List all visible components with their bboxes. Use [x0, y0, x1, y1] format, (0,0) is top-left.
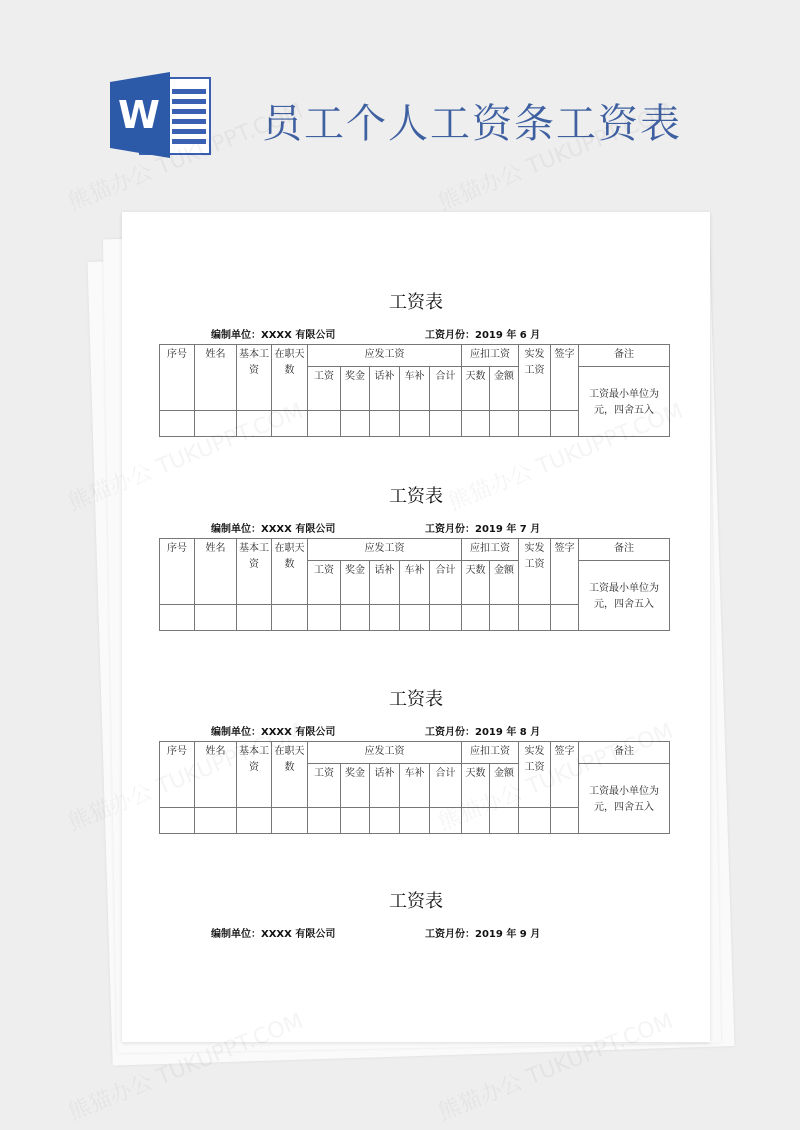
header-wage: 工资	[308, 764, 341, 808]
table-cell[interactable]	[400, 605, 430, 631]
remarks-note: 工资最小单位为元，四舍五入	[579, 764, 670, 834]
salary-month: 工资月份：2019 年 7 月	[425, 524, 541, 535]
header-total: 合计	[430, 367, 462, 411]
header-days: 天数	[462, 367, 490, 411]
header-base-salary: 基本工资	[237, 539, 272, 605]
salary-table	[159, 538, 670, 631]
header-days: 天数	[462, 561, 490, 605]
salary-block	[122, 482, 710, 642]
table-cell[interactable]	[272, 411, 308, 437]
table-cell[interactable]	[237, 411, 272, 437]
table-cell[interactable]	[195, 808, 237, 834]
header-bonus: 奖金	[341, 367, 370, 411]
table-cell[interactable]	[160, 411, 195, 437]
header-signature: 签字	[551, 345, 579, 411]
table-cell[interactable]	[430, 605, 462, 631]
table-cell[interactable]	[308, 808, 341, 834]
company-unit: 编制单位：XXXX 有限公司	[211, 330, 336, 341]
header-amount: 金额	[490, 764, 519, 808]
table-cell[interactable]	[272, 605, 308, 631]
header-seq: 序号	[160, 539, 195, 605]
header-payable: 应发工资	[308, 742, 462, 764]
block-title: 工资表	[389, 689, 443, 710]
company-unit: 编制单位：XXXX 有限公司	[211, 524, 336, 535]
header-days-employed: 在职天数	[272, 539, 308, 605]
table-cell[interactable]	[308, 411, 341, 437]
header-seq: 序号	[160, 345, 195, 411]
header-total: 合计	[430, 561, 462, 605]
header-name: 姓名	[195, 742, 237, 808]
header-wage: 工资	[308, 561, 341, 605]
header-name: 姓名	[195, 345, 237, 411]
table-cell[interactable]	[462, 605, 490, 631]
company-unit: 编制单位：XXXX 有限公司	[211, 929, 336, 940]
header-actual-pay: 实发工资	[519, 345, 551, 411]
header-seq: 序号	[160, 742, 195, 808]
header-days-employed: 在职天数	[272, 742, 308, 808]
table-cell[interactable]	[160, 808, 195, 834]
page-title: 员工个人工资条工资表	[262, 101, 682, 147]
header-signature: 签字	[551, 539, 579, 605]
table-cell[interactable]	[195, 605, 237, 631]
header-car-allowance: 车补	[400, 764, 430, 808]
table-cell[interactable]	[490, 411, 519, 437]
header-remarks: 备注	[579, 539, 670, 561]
header-base-salary: 基本工资	[237, 345, 272, 411]
table-cell[interactable]	[160, 605, 195, 631]
header-actual-pay: 实发工资	[519, 742, 551, 808]
table-cell[interactable]	[237, 808, 272, 834]
header-total: 合计	[430, 764, 462, 808]
header-phone-allowance: 话补	[370, 367, 400, 411]
salary-block	[122, 887, 710, 947]
table-cell[interactable]	[430, 411, 462, 437]
table-cell[interactable]	[195, 411, 237, 437]
header-days-employed: 在职天数	[272, 345, 308, 411]
table-cell[interactable]	[370, 605, 400, 631]
header-amount: 金额	[490, 367, 519, 411]
header-base-salary: 基本工资	[237, 742, 272, 808]
header-car-allowance: 车补	[400, 367, 430, 411]
table-cell[interactable]	[237, 605, 272, 631]
svg-text:W: W	[118, 93, 160, 137]
salary-table	[159, 344, 670, 437]
header-remarks: 备注	[579, 742, 670, 764]
document-page	[122, 212, 710, 1042]
header-car-allowance: 车补	[400, 561, 430, 605]
salary-month: 工资月份：2019 年 9 月	[425, 929, 541, 940]
salary-month: 工资月份：2019 年 8 月	[425, 727, 541, 738]
header-bonus: 奖金	[341, 764, 370, 808]
table-cell[interactable]	[400, 808, 430, 834]
header-actual-pay: 实发工资	[519, 539, 551, 605]
header-deduction: 应扣工资	[462, 742, 519, 764]
table-cell[interactable]	[462, 411, 490, 437]
table-cell[interactable]	[462, 808, 490, 834]
table-cell[interactable]	[308, 605, 341, 631]
header-name: 姓名	[195, 539, 237, 605]
table-cell[interactable]	[551, 808, 579, 834]
table-cell[interactable]	[341, 808, 370, 834]
remarks-note: 工资最小单位为元，四舍五入	[579, 367, 670, 437]
header-deduction: 应扣工资	[462, 539, 519, 561]
header-bonus: 奖金	[341, 561, 370, 605]
block-title: 工资表	[389, 891, 443, 912]
block-title: 工资表	[389, 486, 443, 507]
table-cell[interactable]	[490, 808, 519, 834]
salary-block	[122, 685, 710, 845]
table-cell[interactable]	[341, 605, 370, 631]
table-cell[interactable]	[551, 411, 579, 437]
table-cell[interactable]	[430, 808, 462, 834]
table-cell[interactable]	[490, 605, 519, 631]
table-cell[interactable]	[519, 808, 551, 834]
salary-table	[159, 741, 670, 834]
header-wage: 工资	[308, 367, 341, 411]
header-payable: 应发工资	[308, 539, 462, 561]
salary-month: 工资月份：2019 年 6 月	[425, 330, 541, 341]
table-cell[interactable]	[272, 808, 308, 834]
header-remarks: 备注	[579, 345, 670, 367]
word-icon	[110, 72, 214, 158]
header-amount: 金额	[490, 561, 519, 605]
salary-block	[122, 288, 710, 448]
header-signature: 签字	[551, 742, 579, 808]
table-cell[interactable]	[400, 411, 430, 437]
header-phone-allowance: 话补	[370, 561, 400, 605]
table-cell[interactable]	[519, 605, 551, 631]
header-deduction: 应扣工资	[462, 345, 519, 367]
company-unit: 编制单位：XXXX 有限公司	[211, 727, 336, 738]
header-days: 天数	[462, 764, 490, 808]
table-cell[interactable]	[370, 411, 400, 437]
table-cell[interactable]	[551, 605, 579, 631]
header-payable: 应发工资	[308, 345, 462, 367]
table-cell[interactable]	[519, 411, 551, 437]
remarks-note: 工资最小单位为元，四舍五入	[579, 561, 670, 631]
block-title: 工资表	[389, 292, 443, 313]
table-cell[interactable]	[370, 808, 400, 834]
table-cell[interactable]	[341, 411, 370, 437]
header-phone-allowance: 话补	[370, 764, 400, 808]
